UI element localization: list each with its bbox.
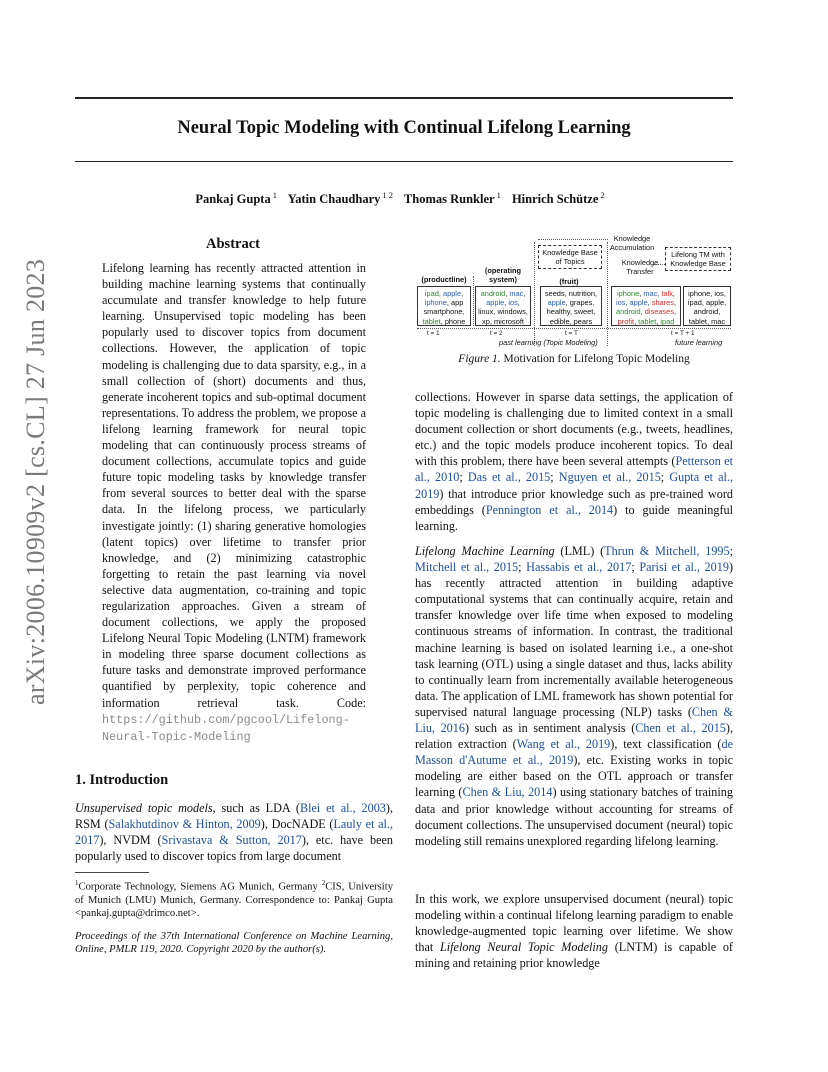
topic-word: iphone (688, 289, 711, 298)
timestep-label: t = T (565, 330, 578, 337)
code-link[interactable]: https://github.com/pgcool/Lifelong-Neural-Topic-Modeling (102, 712, 350, 744)
text-run: In this work, we explore unsupervised document (neural) topic modeling within a continual lifelong learning paradigm to enable knowledge-augmented topic learning over lifetime. We show that (415, 892, 733, 955)
text-run: ) that introduce prior knowledge such as pre-trained word embeddings ( (415, 486, 733, 517)
topic-word: tablet (422, 316, 441, 326)
author-affiliation: 1 (496, 190, 501, 200)
figure-1 (415, 234, 733, 349)
topic-word: phone (444, 316, 466, 326)
right-paragraph-1: collections. However in sparse data settings, the application of topic modeling is challenging due to limited context in a small document collection or short documents (e.g., tweets, headlines, etc.) and the topic models produce incoherent topics. To deal with this problem, there have been several attempts (Petterson et al., 2010; Das et al., 2015; Nguyen et al., 2015; Gupta et al., 2019) that introduce prior knowledge such as pre-trained word embeddings (Pennington et al., 2014) to guide meaningful learning. (415, 390, 734, 533)
topic-word: pears (573, 316, 593, 326)
text-run: ), etc. Existing works in topic modeling are either based on the OTL approach or transfer learning ( (415, 753, 733, 800)
citation-link[interactable]: Srivastava & Sutton, 2017 (161, 833, 302, 848)
topic-word: mac (643, 289, 658, 298)
text-run: ) such as in sentiment analysis ( (464, 721, 636, 736)
divider (534, 242, 535, 346)
box-title: (fruit) (559, 277, 579, 286)
topic-word: xp (482, 316, 490, 326)
paper-title: Neural Topic Modeling with Continual Lifelong Learning (177, 118, 631, 138)
accum-arrow (538, 239, 608, 240)
text-run: ), RSM ( (75, 801, 393, 832)
citation-link[interactable]: Lauly et al., 2017 (75, 817, 393, 848)
text-run: ), NVDM ( (99, 833, 162, 848)
topic-word: apple (486, 298, 505, 308)
topic-box-2: android, mac, apple, ios, linux, windows, xp, microsoft (475, 286, 531, 326)
future-learning-label: future learning (675, 338, 723, 347)
abstract-body (102, 260, 366, 745)
topic-word: healthy (546, 307, 570, 317)
footnote: $^1$Corporate Technology, Siemens AG Munich, Germany $^2$CIS, University of Munich (LMU) Munich, Germany. Correspondence to: Pankaj Gupta <pankaj.gupta@drimco.net>. (75, 879, 393, 920)
topic-box-4: iphone, mac, talk, ios, apple, shares, android, diseases, profit, tablet, ipad (611, 286, 681, 326)
timeline (417, 328, 731, 329)
text-run: ), etc. have been popularly used to discover topics from large document (75, 833, 393, 864)
topic-word: android (480, 289, 506, 298)
arxiv-identifier: arXiv:2006.10909v2 [cs.CL] 27 Jun 2023 (21, 258, 50, 705)
topic-word: ios (615, 298, 626, 308)
topic-word: seeds (544, 289, 565, 298)
author-list (75, 190, 733, 207)
author-name: Yatin Chaudhary (287, 192, 381, 207)
lifelong-tm-label: Lifelong TM with Knowledge Base (665, 247, 731, 271)
abstract-text: Lifelong learning has recently attracted attention in building machine learning systems that continually accumulate and transfer knowledge to help future learning. Unsupervised topic modeling has been popularly used to discover topics from document collections. However, the application of topic modeling is challenging due to data sparsity, e.g., in a small collection of (short) documents and thus, generate incoherent topics and sub-optimal document representations. To address the problem, we propose a lifelong learning framework for neural topic modeling that can continuously process streams of document collections, accumulate topics and guide future topic modeling tasks by knowledge transfer from several sources to better deal with the sparse data. In the lifelong process, we particularly investigate jointly: (1) sharing generative homologies (latent topics) over lifetime to transfer prior knowledge, and (2) minimizing catastrophic forgetting to retain the past learning via novel selective data augmentation, co-training and topic regularization approaches. Given a stream of document collections, we apply the proposed Lifelong Neural Topic Modeling (LNTM) framework in modeling three sparse document collections as future tasks and demonstrate improved performance quantified by perplexity, topic coherence and information retrieval task. (102, 261, 366, 710)
citation-link[interactable]: Gupta et al., 2019 (415, 470, 734, 501)
topic-word: apple (629, 298, 648, 308)
text-run: ), DocNADE ( (260, 817, 334, 832)
kb-transfer-label: Knowledge Transfer (621, 258, 659, 276)
box-title: (productline) (421, 275, 467, 284)
author-name: Pankaj Gupta (195, 192, 271, 207)
text-run: , such as LDA ( (212, 801, 300, 815)
topic-word: ipad (660, 316, 675, 326)
topic-word: talk (661, 289, 673, 298)
timestep-label: t = 1 (427, 330, 440, 337)
topic-word: apple (547, 298, 566, 308)
author-name: Hinrich Schütze (511, 192, 599, 207)
past-learning-label: past learning (Topic Modeling) (499, 338, 598, 347)
top-rule (75, 97, 733, 99)
topic-word: apple (705, 298, 725, 308)
text-run: ) using stationary batches of training data and prior knowledge without accounting for streams of document collections. The unsupervised document (neural) topic modeling still remains unexplored regarding lifelong learning. (415, 785, 733, 848)
emphasis: Lifelong Neural Topic Modeling (440, 940, 608, 955)
topic-word: shares (651, 298, 674, 308)
topic-box-1: ipad, apple, iphone, app smartphone, tablet, phone (417, 286, 471, 326)
right-paragraph-2: Lifelong Machine Learning (LML) (Thrun & Mitchell, 1995; Mitchell et al., 2015; Hassabis et al., 2017; Parisi et al., 2019) has recently attracted attention in building adaptive computational systems that can continually acquire, retain and transfer knowledge over life time when exposed to modeling continuous streams of information. In contrast, the traditional machine learning is based on isolated learning i.e., a one-shot task learning (OTL) using a single dataset and thus, lacks ability to continually learn from incrementally available heterogeneous data. The application of LML framework has shown potential for supervised natural language processing (NLP) tasks (Chen & Liu, 2016) such as in sentiment analysis (Chen et al., 2015), relation extraction (Wang et al., 2019), text classification (de Masson d'Autume et al., 2019), etc. Existing works in topic modeling are either based on the OTL approach or transfer learning (Chen & Liu, 2014) using stationary batches of training data and prior knowledge without accounting for streams of document collections. The unsupervised document (neural) topic modeling still remains unexplored regarding lifelong learning. (415, 544, 733, 848)
intro-paragraph (75, 800, 393, 864)
code-label: Code: (336, 695, 366, 710)
text-run: ), text classification ( (610, 737, 722, 752)
kb-accum-label: Knowledge Accumulation (609, 234, 655, 252)
text-run: ), relation extraction ( (415, 721, 733, 752)
divider (473, 276, 474, 326)
section-heading-introduction: 1. Introduction (75, 772, 169, 788)
kb-topics-label: Knowledge Base of Topics (538, 245, 602, 269)
topic-box-5: iphone, ios, ipad, apple, android, tablet, mac (683, 286, 731, 326)
emphasis: Unsupervised topic models (75, 801, 213, 815)
text-run: (LML) ( (554, 544, 605, 558)
citation-link[interactable]: Nguyen et al., 2015 (558, 470, 661, 485)
figure-caption (415, 353, 733, 365)
topic-word: ios (508, 298, 518, 308)
abstract-heading: Abstract (206, 236, 260, 252)
topic-box-3: seeds, nutrition, apple, grapes, healthy, sweet, edible, pears (540, 286, 602, 326)
caption-label: Figure 1. (458, 353, 501, 365)
citation-link[interactable]: Pennington et al., 2014 (485, 502, 614, 517)
topic-word: edible (549, 316, 570, 326)
topic-word: ipad (424, 289, 439, 298)
citation-link[interactable]: de Masson d'Autume et al., 2019 (415, 737, 733, 768)
topic-word: linux (478, 307, 494, 317)
topic-word: mac (711, 316, 726, 326)
author-affiliation: 1 (272, 190, 277, 200)
topic-word: ios (714, 289, 724, 298)
author-name: Thomas Runkler (403, 192, 495, 207)
citation-link[interactable]: Thrun & Mitchell, 1995 (604, 544, 730, 558)
topic-word: tablet (638, 316, 657, 326)
caption-text: Motivation for Lifelong Topic Modeling (500, 353, 690, 365)
citation-link[interactable]: Petterson et al., 2010 (415, 454, 733, 485)
citation-link[interactable]: Hassabis et al., 2017 (526, 560, 632, 575)
transfer-arrow (653, 264, 665, 265)
timestep-label: t = T + 1 (671, 330, 695, 337)
topic-word: android (693, 307, 719, 317)
author-affiliation: 2 (600, 190, 605, 200)
topic-word: diseases (644, 307, 674, 317)
topic-word: smartphone (423, 307, 463, 317)
box-title: (operating system) (484, 266, 522, 284)
footnote-rule (75, 872, 149, 873)
citation-link[interactable]: Mitchell et al., 2015 (415, 560, 519, 575)
topic-word: tablet (688, 316, 707, 326)
timestep-label: t = 2 (490, 330, 503, 337)
topic-word: nutrition (568, 289, 596, 298)
topic-word: android (616, 307, 641, 317)
footnote-text: CIS, University of Munich (LMU) Munich, Germany. Correspondence to: Pankaj Gupta <pankaj.gupta@drimco.net>. (75, 881, 393, 920)
citation-link[interactable]: Das et al., 2015 (467, 470, 551, 485)
text-run: ) to guide meaningful learning. (415, 502, 733, 533)
topic-word: app (450, 298, 464, 308)
emphasis: Lifelong Machine Learning (415, 544, 555, 558)
text-run: collections. However in sparse data settings, the application of topic modeling is challenging due to limited context in a small document collection or short documents (e.g., tweets, headlines, etc.) and the topic models produce incoherent topics. To deal with this problem, there have been several attempts ( (415, 390, 733, 469)
topic-word: grapes (569, 298, 593, 308)
proceedings-note: Proceedings of the 37th International Conference on Machine Learning, Online, PMLR 119, 2020. Copyright 2020 by the author(s). (75, 931, 393, 956)
topic-word: ipad (687, 298, 702, 308)
right-paragraph-3 (415, 891, 733, 971)
topic-word: windows (497, 307, 526, 317)
citation-link[interactable]: Chen & Liu, 2016 (415, 704, 733, 736)
topic-word: profit (617, 316, 635, 326)
citation-link[interactable]: Chen & Liu, 2014 (462, 785, 553, 800)
citation-link[interactable]: Wang et al., 2019 (516, 737, 611, 752)
citation-link[interactable]: Salakhutdinov & Hinton, 2009 (108, 817, 261, 832)
text-run: (LNTM) is capable of mining and retaining prior knowledge (415, 940, 733, 971)
footnote-text: Corporate Technology, Siemens AG Munich, Germany (78, 881, 318, 893)
citation-link[interactable]: Parisi et al., 2019 (639, 560, 729, 575)
citation-link[interactable]: Chen et al., 2015 (635, 721, 726, 736)
topic-word: iphone (617, 289, 640, 298)
divider (607, 242, 608, 346)
author-affiliation: 1 2 (382, 190, 393, 200)
text-run: ) has recently attracted attention in building adaptive computational systems that can continually acquire, retain and transfer knowledge over life time when exposed to modeling continuous streams of information. In contrast, the traditional machine learning is based on isolated learning i.e., a one-shot task learning (OTL) using a single dataset and thus, lacks ability to continually learn from incrementally available heterogeneous data. The application of LML framework has shown potential for supervised natural language processing (NLP) tasks ( (415, 560, 733, 719)
topic-word: sweet (574, 307, 594, 317)
topic-word: microsoft (493, 316, 524, 326)
title-rule (75, 161, 733, 162)
citation-link[interactable]: Blei et al., 2003 (299, 801, 386, 815)
topic-word: iphone (424, 298, 447, 308)
topic-word: mac (509, 289, 524, 298)
topic-word: apple (442, 289, 462, 298)
